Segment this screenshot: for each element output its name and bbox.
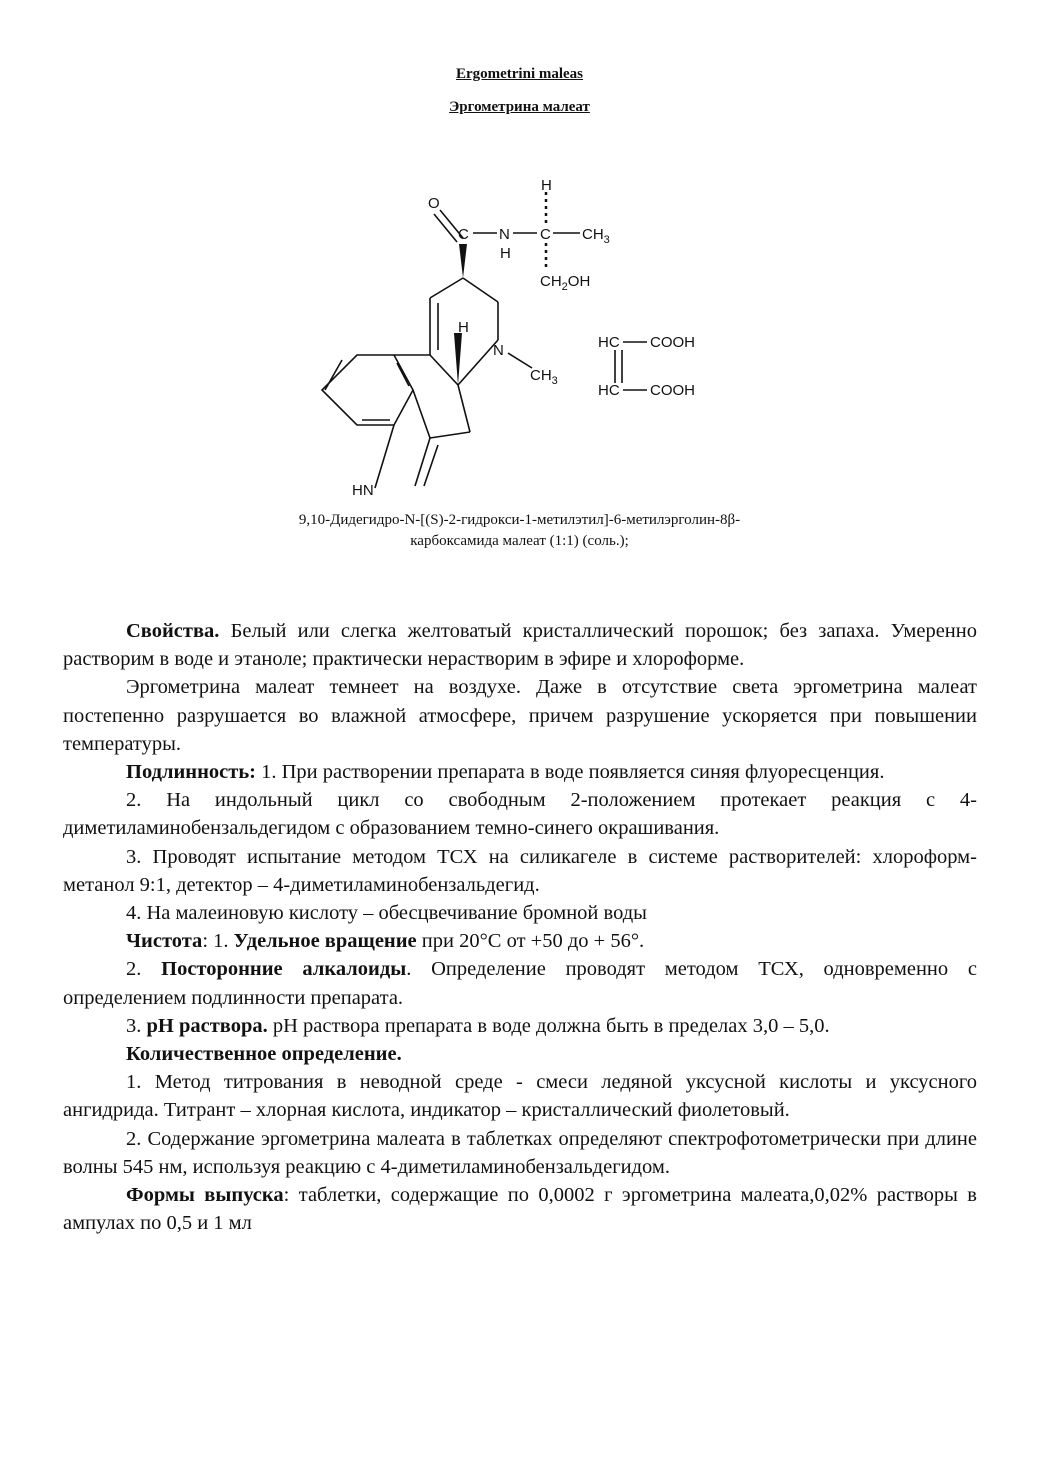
identity-test-3: 3. Проводят испытание методом ТСХ на силикагеле в системе растворителей: хлороформ-метанол 9:1, детектор – 4-диметиламинобензальдегид. [63, 845, 977, 896]
chiral-carbon-label: C [540, 226, 551, 243]
amide-nitrogen-label: N [499, 226, 510, 243]
assay-method-2: 2. Содержание эргометрина малеата в таблетках определяют спектрофотометрически при длине волны 545 нм, используя реакцию с 4-диметиламинобензальдегидом. [63, 1127, 977, 1178]
ring-nitrogen-label: N [493, 342, 504, 359]
maleic-hc-bottom-label: HC [598, 382, 620, 399]
purity-heading: Чистота [126, 930, 203, 953]
ring-hydrogen-label: H [458, 319, 469, 336]
assay-heading: Количественное определение. [126, 1043, 402, 1066]
dosage-forms-heading: Формы выпуска [126, 1184, 284, 1207]
indole-nh-label: HN [352, 482, 374, 499]
alkaloids-paragraph: 2. Посторонние алкалоиды. Определение проводят методом ТСХ, одновременно с определением подлинности препарата. [63, 958, 977, 1009]
assay-method-1: 1. Метод титрования в неводной среде - смеси ледяной уксусной кислоты и уксусного ангидрида. Титрант – хлорная кислота, индикатор – кристаллический фиолетовый. [63, 1071, 977, 1122]
latin-title: Ergometrini maleas [455, 66, 584, 82]
identity-test-2: 2. На индольный цикл со свободным 2-положением протекает реакция с 4-диметиламинобензальдегидом с образованием темно-синего окрашивания. [63, 789, 977, 840]
n-methyl-label: $CH_3$ [530, 367, 558, 387]
maleic-hc-top-label: HC [598, 334, 620, 351]
maleic-cooh-top-label: COOH [650, 334, 695, 351]
iupac-name-line1: 9,10-Дидегидро-N-[(S)-2-гидрокси-1-метилэтил]-6-метилэрголин-8β- [298, 512, 741, 528]
dosage-forms-paragraph: Формы выпуска: таблетки, содержащие по 0,0002 г эргометрина малеата,0,02% растворы в ампулах по 0,5 и 1 мл [63, 1184, 977, 1235]
properties-heading: Свойства. [126, 620, 220, 642]
oxygen-label: O [428, 195, 440, 212]
hydroxymethyl-label: $CH_2OH$ [540, 273, 591, 293]
russian-title: Эргометрина малеат [449, 99, 590, 115]
stereo-hydrogen-label: H [541, 177, 552, 194]
assay-heading-paragraph [63, 1040, 977, 1068]
maleic-cooh-bottom-label: COOH [650, 382, 695, 399]
iupac-name-line2: карбоксамида малеат (1:1) (соль.); [410, 533, 629, 549]
carbonyl-carbon-label: C [458, 226, 469, 243]
identity-heading: Подлинность: [126, 761, 256, 784]
identity-paragraph: Подлинность: 1. При растворении препарата в воде появляется синяя флуоресценция. [126, 761, 885, 784]
purity-paragraph: Чистота: 1. Удельное вращение при 20°С от +50 до + 56°. [126, 930, 645, 953]
ph-paragraph: 3. рН раствора. рН раствора препарата в воде должна быть в пределах 3,0 – 5,0. [126, 1014, 830, 1037]
stability-paragraph: Эргометрина малеат темнеет на воздухе. Даже в отсутствие света эргометрина малеат постепенно разрушается во влажной атмосфере, причем разрушение ускоряется при повышении температуры. [63, 676, 977, 755]
monograph-body [63, 617, 977, 1237]
chemical-structure [300, 170, 720, 500]
identity-test-4: 4. На малеиновую кислоту – обесцвечивание бромной воды [126, 902, 647, 925]
properties-paragraph: Свойства. Белый или слегка желтоватый кристаллический порошок; без запаха. Умеренно растворим в воде и этаноле; практически нерастворим в эфире и хлороформе. [63, 620, 977, 671]
methyl-label: $CH_3$ [582, 226, 610, 246]
amide-hydrogen-label: H [500, 245, 511, 262]
